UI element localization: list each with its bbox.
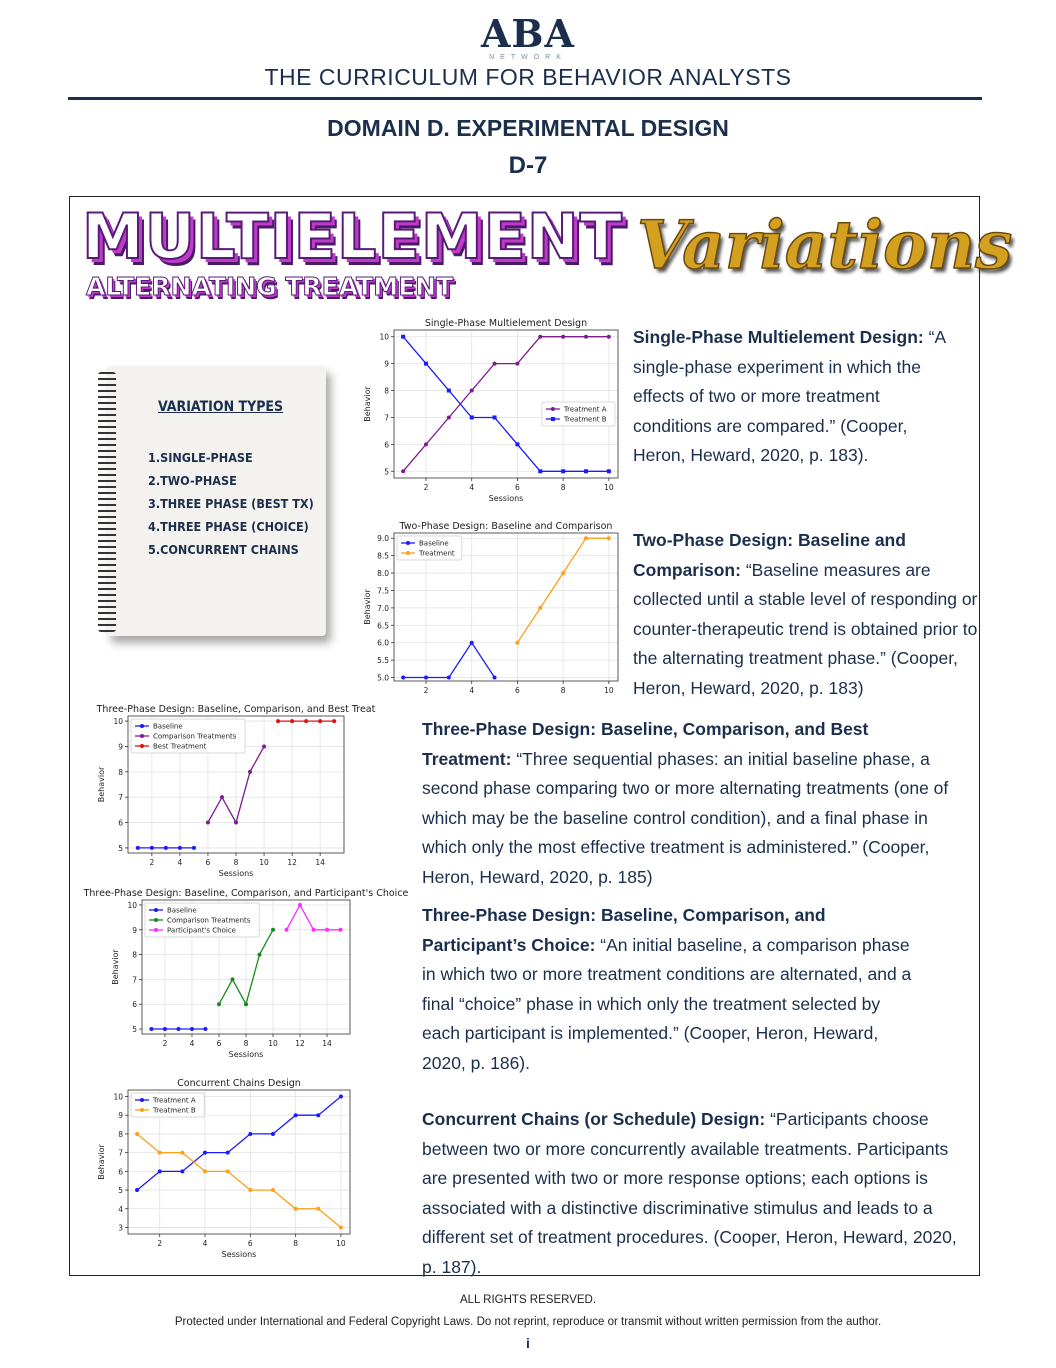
y-tick-label: 5 [118,843,123,853]
data-point [226,1169,230,1173]
legend-marker [140,744,144,748]
y-tick-label: 7 [132,975,137,985]
y-tick-label: 9 [384,359,389,369]
page-number: i [526,1335,530,1351]
legend-label: Baseline [153,722,183,731]
legend-marker [154,928,158,932]
description-heading: Concurrent Chains (or Schedule) Design: [422,1109,766,1129]
description-text: “A single-phase experiment in which the effects of two or more treatment conditions are compared.” (Cooper, Heron, Heward, 2020, p. 183). [633,327,946,465]
copyright-notice: Protected under International and Federal Copyright Laws. Do not reprint, reproduce or transmit without written permission from the author. [174,1316,882,1328]
data-point [607,469,611,473]
legend [131,719,245,753]
variation-list [148,446,314,561]
logo-text: ABA [480,11,576,56]
data-point [164,846,168,850]
data-point [285,928,289,932]
legend [397,536,462,560]
data-point [424,362,428,366]
notebook-title: VARIATION TYPES [158,399,284,415]
legend-marker [551,407,555,411]
x-tick-label: 6 [205,858,211,867]
logo-subtext: NETWORK [489,54,567,61]
data-point [538,335,542,339]
data-point [271,928,275,932]
aba-network-logo [0,11,1056,62]
y-tick-label: 6 [132,1000,137,1010]
x-tick-label: 14 [322,1039,332,1048]
x-tick-label: 8 [560,686,566,695]
data-point [248,1132,252,1136]
description-heading: Three-Phase Design: Baseline, Comparison, and Participant’s Choice: [422,905,826,955]
data-point [584,335,588,339]
data-point [339,1225,343,1229]
data-point [318,719,322,723]
data-point [271,1188,275,1192]
data-point [304,719,308,723]
list-item: 4.THREE PHASE (CHOICE) [148,519,309,534]
legend [131,1093,204,1117]
chart-title: Two-Phase Design: Baseline and Comparison [399,521,613,532]
data-point [180,1169,184,1173]
data-point [561,335,565,339]
series-line [287,905,341,930]
notebook-spiral-icon [98,372,116,632]
data-point [325,928,329,932]
series-line [137,1134,341,1228]
x-tick-label: 4 [202,1239,208,1248]
data-point [248,1188,252,1192]
concurrent-chains-description [422,1105,957,1282]
data-point [584,469,588,473]
y-tick-label: 9 [118,742,123,752]
section-code: D-7 [508,152,548,179]
list-item: 3.THREE PHASE (BEST TX) [148,496,314,511]
legend-label: Best Treatment [153,742,207,751]
y-axis-label: Behavior [97,766,106,803]
single-phase-chart [362,315,624,508]
data-point [401,335,405,339]
data-point [447,389,451,393]
data-point [230,977,234,981]
data-point [248,770,252,774]
data-point [312,928,316,932]
legend-marker [140,724,144,728]
legend-marker [551,417,555,421]
three-phase-best-chart [86,702,376,882]
header-divider [68,97,982,100]
two-phase-description [633,526,981,703]
x-tick-label: 4 [469,483,475,492]
x-tick-label: 2 [162,1039,168,1048]
x-tick-label: 4 [469,686,475,695]
legend-label: Treatment A [563,405,607,414]
list-item: 5.CONCURRENT CHAINS [148,542,299,557]
data-point [298,903,302,907]
data-point [470,641,474,645]
data-point [150,846,154,850]
x-tick-label: 6 [216,1039,222,1048]
x-tick-label: 8 [560,483,566,492]
y-tick-label: 7.0 [377,603,389,613]
x-tick-label: 2 [157,1239,163,1248]
y-tick-label: 5 [384,467,389,477]
x-tick-label: 6 [247,1239,253,1248]
three-phase-best-description [422,715,952,892]
y-tick-label: 8.0 [377,569,389,579]
data-point [136,846,140,850]
data-point [470,415,474,419]
description-heading: Three-Phase Design: Baseline, Comparison, and Best Treatment: [422,719,869,769]
data-point [262,744,266,748]
x-axis-label: Sessions [228,1050,264,1059]
legend-marker [140,1108,144,1112]
data-point [258,953,262,957]
data-point [538,469,542,473]
data-point [561,469,565,473]
legend-label: Comparison Treatments [153,732,237,741]
description-text: “Three sequential phases: an initial baseline phase, a second phase comparing two or more alternating treatments (one of which may be the baseline control condition), and a final phase in which only the most effective treatment is administered.” (Cooper, Heron, Heward, 2020, p. 185) [422,748,949,887]
x-tick-label: 4 [189,1039,195,1048]
y-tick-label: 10 [379,332,389,342]
x-tick-label: 10 [259,858,269,867]
data-point [203,1027,207,1031]
description-heading: Single-Phase Multielement Design: [633,327,924,347]
legend-label: Baseline [167,906,197,915]
chart-title: Single-Phase Multielement Design [424,318,588,329]
legend-label: Treatment B [563,415,607,424]
y-tick-label: 10 [113,1092,123,1102]
data-point [244,1002,248,1006]
y-tick-label: 5 [118,1186,123,1196]
y-tick-label: 5.5 [377,656,389,666]
data-point [180,1151,184,1155]
data-point [493,415,497,419]
data-point [515,442,519,446]
y-tick-label: 10 [113,717,123,727]
chart-title: Three-Phase Design: Baseline, Comparison, and Best Treat [96,704,376,715]
legend [542,402,615,426]
legend-label: Baseline [419,539,449,548]
x-tick-label: 14 [315,858,325,867]
data-point [158,1151,162,1155]
y-tick-label: 6 [118,1167,123,1177]
legend-label: Treatment A [153,1096,196,1105]
description-text: “Participants choose between two or more concurrently available treatments. Participants are presented with two or more response options; each options is associated with a distinctive discriminative stimulus and leads to a different set of treatment procedures. (Cooper, Heron, Heward, 2020, p. 187). [422,1109,957,1277]
description-heading: Two-Phase Design: Baseline and Comparison: [633,530,906,580]
chart-title: Three-Phase Design: Baseline, Comparison, and Participant's Choice [83,888,409,899]
description-text: “Baseline measures are collected until a stable level of responding or counter-therapeutic trend is obtained prior to the alternating treatment phase.” (Cooper, Heron, Heward, 2020, p. 183) [633,559,978,698]
data-point [290,719,294,723]
list-item: 1.SINGLE-PHASE [148,450,253,465]
data-point [424,442,428,446]
y-tick-label: 7 [118,1148,123,1158]
legend-marker [406,541,410,545]
x-tick-label: 2 [423,686,429,695]
banner-title: MULTIELEMENT [82,200,624,273]
x-tick-label: 10 [604,686,614,695]
x-axis-label: Sessions [218,869,254,878]
legend-marker [140,734,144,738]
legend-marker [140,1098,144,1102]
y-tick-label: 9 [132,925,137,935]
data-point [561,571,565,575]
y-tick-label: 3 [118,1223,123,1233]
data-point [493,676,497,680]
data-point [203,1151,207,1155]
y-tick-label: 10 [127,900,137,910]
legend-marker [154,918,158,922]
two-phase-chart [362,518,624,703]
data-point [401,469,405,473]
three-phase-choice-description [422,901,922,1078]
list-item: 2.TWO-PHASE [148,473,237,488]
y-axis-label: Behavior [363,589,372,625]
data-point [316,1207,320,1211]
y-axis-label: Behavior [97,1144,106,1180]
data-point [316,1113,320,1117]
data-point [515,641,519,645]
data-point [470,389,474,393]
data-point [401,676,405,680]
y-tick-label: 8 [132,950,137,960]
y-tick-label: 8 [118,767,123,777]
y-tick-label: 6 [384,440,389,450]
data-point [178,846,182,850]
legend-label: Treatment [419,549,455,558]
data-point [135,1188,139,1192]
x-tick-label: 8 [243,1039,249,1048]
variation-types-notebook [106,366,326,636]
legend-marker [406,551,410,555]
data-point [206,821,210,825]
y-tick-label: 8.5 [377,551,389,561]
legend-marker [154,908,158,912]
data-point [607,335,611,339]
y-tick-label: 5 [132,1025,137,1035]
y-tick-label: 6.0 [377,638,389,648]
legend-label: Comparison Treatments [167,916,251,925]
x-tick-label: 4 [177,858,183,867]
data-point [234,821,238,825]
banner-subtitle: ALTERNATING TREATMENT [86,272,454,301]
y-axis-label: Behavior [363,386,372,422]
x-tick-label: 2 [149,858,155,867]
y-tick-label: 5.0 [377,673,389,683]
data-point [226,1151,230,1155]
data-point [493,362,497,366]
y-tick-label: 6.5 [377,621,389,631]
y-tick-label: 9 [118,1111,123,1121]
data-point [190,1027,194,1031]
data-point [163,1027,167,1031]
data-point [294,1207,298,1211]
banner-variations: Variations [637,206,1013,284]
data-point [220,795,224,799]
legend [145,903,259,937]
y-tick-label: 7 [118,793,123,803]
x-tick-label: 8 [293,1239,299,1248]
x-tick-label: 10 [268,1039,278,1048]
y-tick-label: 7 [384,413,389,423]
description-text: “An initial baseline, a comparison phase in which two or more treatment conditions are alternated, and a final “choice” phase in which only the treatment selected by each participant is implemented.” (Cooper, Heron, Heward, 2020, p. 186). [422,934,912,1073]
data-point [176,1027,180,1031]
data-point [538,606,542,610]
data-point [447,676,451,680]
x-tick-label: 10 [604,483,614,492]
data-point [276,719,280,723]
x-tick-label: 6 [515,686,520,695]
data-point [271,1132,275,1136]
y-axis-label: Behavior [111,949,120,985]
x-tick-label: 12 [295,1039,305,1048]
data-point [584,536,588,540]
three-phase-choice-chart [83,886,409,1062]
data-point [339,928,343,932]
data-point [217,1002,221,1006]
data-point [424,676,428,680]
concurrent-chains-chart [96,1076,358,1264]
legend-label: Treatment B [153,1106,196,1115]
y-tick-label: 8 [384,386,389,396]
data-point [135,1132,139,1136]
data-point [447,415,451,419]
x-axis-label: Sessions [488,494,524,503]
chart-title: Concurrent Chains Design [177,1078,301,1089]
x-tick-label: 12 [287,858,297,867]
x-tick-label: 10 [336,1239,346,1248]
data-point [607,536,611,540]
y-tick-label: 4 [118,1204,123,1214]
domain-title: DOMAIN D. EXPERIMENTAL DESIGN [327,115,729,141]
data-point [339,1095,343,1099]
legend-label: Participant's Choice [167,926,236,935]
x-tick-label: 8 [233,858,239,867]
y-tick-label: 9.0 [377,534,389,544]
y-tick-label: 7.5 [377,586,389,596]
rights-notice: ALL RIGHTS RESERVED. [459,1294,597,1306]
data-point [158,1169,162,1173]
x-axis-label: Sessions [221,1250,257,1259]
y-tick-label: 8 [118,1129,123,1139]
data-point [192,846,196,850]
data-point [149,1027,153,1031]
data-point [515,362,519,366]
x-tick-label: 2 [423,483,429,492]
x-tick-label: 6 [515,483,520,492]
data-point [294,1113,298,1117]
data-point [203,1169,207,1173]
y-tick-label: 6 [118,818,123,828]
data-point [332,719,336,723]
curriculum-title: THE CURRICULUM FOR BEHAVIOR ANALYSTS [264,64,792,90]
single-phase-description [633,323,963,471]
